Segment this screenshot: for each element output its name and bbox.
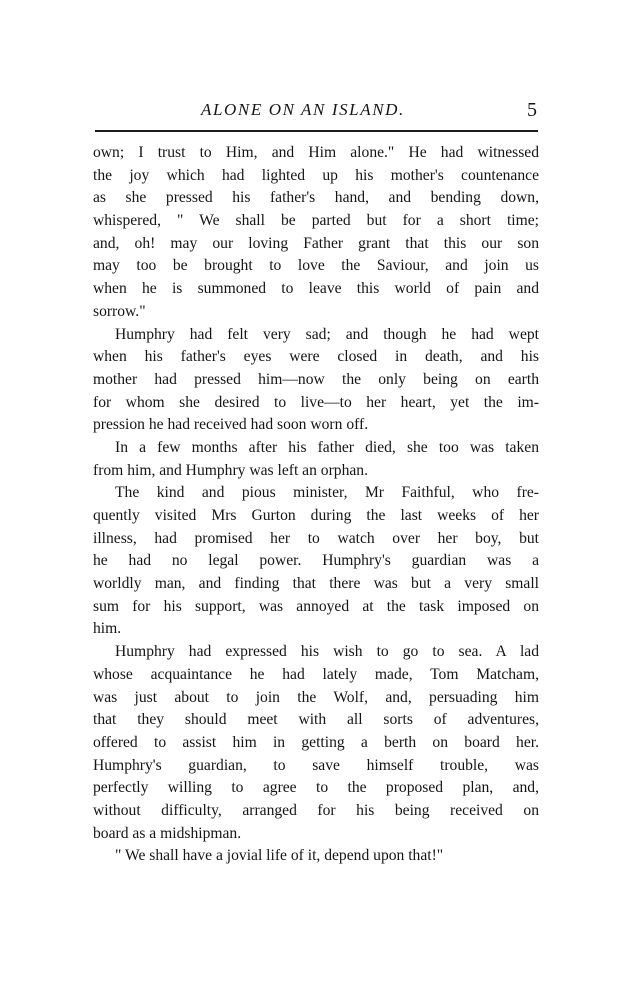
text-line: and, oh! may our loving Father grant that this our son xyxy=(93,234,539,252)
text-line: perfectly willing to agree to the proposed plan, and, xyxy=(93,779,539,797)
text-line: illness, had promised her to watch over her boy, but xyxy=(93,529,539,547)
running-title: ALONE ON AN ISLAND. xyxy=(201,100,405,119)
text-line: when he is summoned to leave this world of pain and xyxy=(93,280,539,298)
text-line: Humphry had expressed his wish to go to sea. A lad xyxy=(115,643,539,661)
text-line: mother had pressed him—now the only being on earth xyxy=(93,370,539,388)
text-line: In a few months after his father died, she too was taken xyxy=(115,438,539,456)
text-line: when his father's eyes were closed in death, and his xyxy=(93,348,539,366)
text-line: whose acquaintance he had lately made, Tom Matcham, xyxy=(93,665,539,683)
text-line: whispered, " We shall be parted but for a short time; xyxy=(93,212,539,230)
text-line: for whom she desired to live—to her heart, yet the im- xyxy=(93,393,539,411)
text-line: board as a midshipman. xyxy=(93,824,242,842)
page-number: 5 xyxy=(527,99,537,121)
text-line: offered to assist him in getting a berth on board her. xyxy=(93,733,539,751)
text-line: may too be brought to love the Saviour, and join us xyxy=(93,257,539,275)
text-line: quently visited Mrs Gurton during the last weeks of her xyxy=(93,507,539,524)
text-line: without difficulty, arranged for his being received on xyxy=(93,801,539,819)
text-line: the joy which had lighted up his mother's countenance xyxy=(93,166,539,184)
text-line: him. xyxy=(93,620,122,638)
text-line: as she pressed his father's hand, and bending down, xyxy=(93,189,539,207)
text-line: Humphry had felt very sad; and though he had wept xyxy=(115,325,539,343)
body-text xyxy=(93,142,539,868)
text-line: worldly man, and finding that there was but a very small xyxy=(93,575,539,593)
text-line: from him, and Humphry was left an orphan. xyxy=(93,461,368,479)
text-line: sum for his support, was annoyed at the task imposed on xyxy=(93,597,539,615)
text-line: own; I trust to Him, and Him alone." He had witnessed xyxy=(93,144,539,161)
text-line: was just about to join the Wolf, and, persuading him xyxy=(93,688,539,706)
running-head xyxy=(95,99,545,123)
text-line: The kind and pious minister, Mr Faithful, who fre- xyxy=(115,484,539,502)
text-line: Humphry's guardian, to save himself trouble, was xyxy=(93,756,539,774)
header-rule xyxy=(95,130,538,132)
text-line: he had no legal power. Humphry's guardian was a xyxy=(93,552,539,570)
text-line: " We shall have a jovial life of it, depend upon that!" xyxy=(115,847,444,865)
text-line: that they should meet with all sorts of adventures, xyxy=(93,711,539,729)
text-line: pression he had received had soon worn off. xyxy=(93,416,369,434)
text-line: sorrow." xyxy=(93,302,146,320)
